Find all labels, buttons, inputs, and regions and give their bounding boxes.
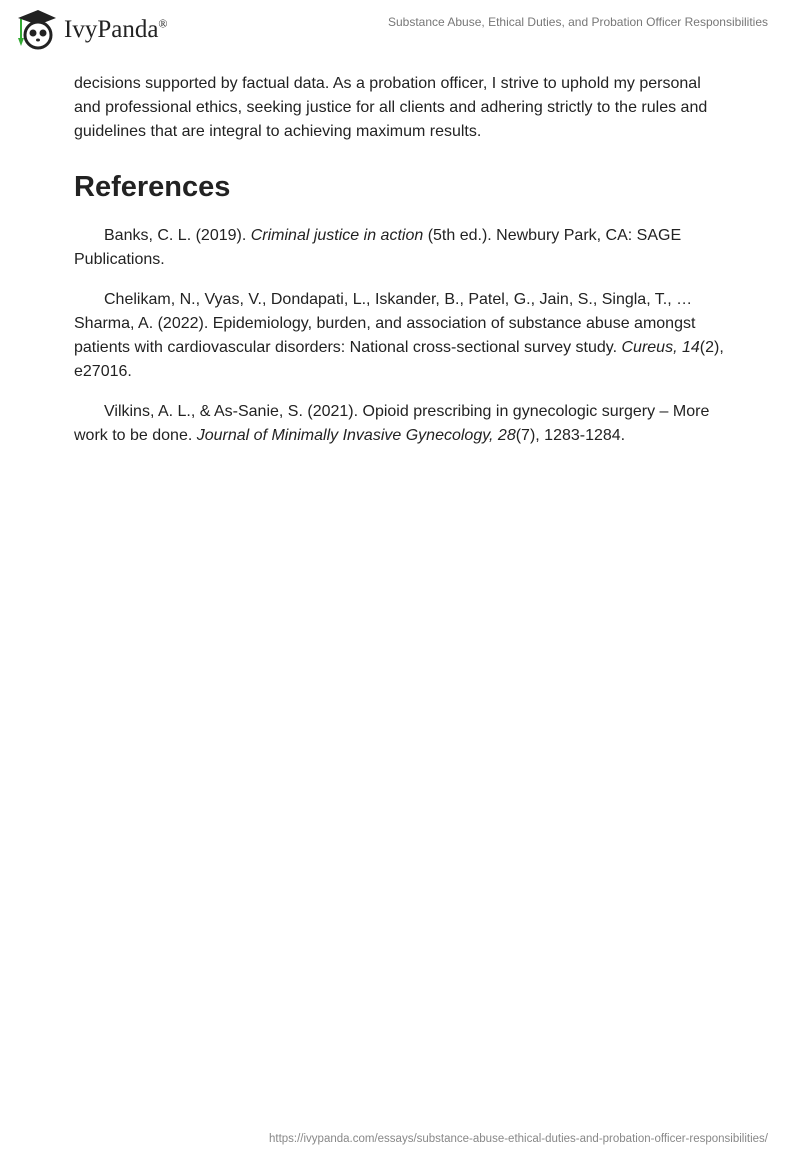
document-body: [74, 72, 726, 464]
reference-item: Banks, C. L. (2019). Criminal justice in action (5th ed.). Newbury Park, CA: SAGE Publications.: [74, 227, 682, 268]
footer-url[interactable]: https://ivypanda.com/essays/substance-abuse-ethical-duties-and-probation-officer-responsibilities/: [268, 1133, 768, 1145]
reference-item: Chelikam, N., Vyas, V., Dondapati, L., Iskander, B., Patel, G., Jain, S., Singla, T., … Sharma, A. (2022). Epidemiology, burden, and association of substance abuse amongst patients with cardiovascular disorders: National cross-sectional survey study. Cureus, 14(2), e27016.: [74, 291, 724, 380]
document-title: Substance Abuse, Ethical Duties, and Probation Officer Responsibilities: [388, 15, 768, 29]
logo-text: IvyPanda®: [64, 16, 168, 43]
panda-logo-icon: [14, 8, 58, 52]
conclusion-paragraph: decisions supported by factual data. As a probation officer, I strive to uphold my personal and professional ethics, seeking justice for all clients and adhering strictly to the rules and guidelines that are integral to achieving maximum results.: [74, 75, 708, 140]
reference-item: Vilkins, A. L., & As-Sanie, S. (2021). Opioid prescribing in gynecologic surgery – More work to be done. Journal of Minimally Invasive Gynecology, 28(7), 1283-1284.: [74, 403, 710, 444]
references-heading: References: [74, 171, 231, 203]
logo[interactable]: [14, 8, 168, 52]
